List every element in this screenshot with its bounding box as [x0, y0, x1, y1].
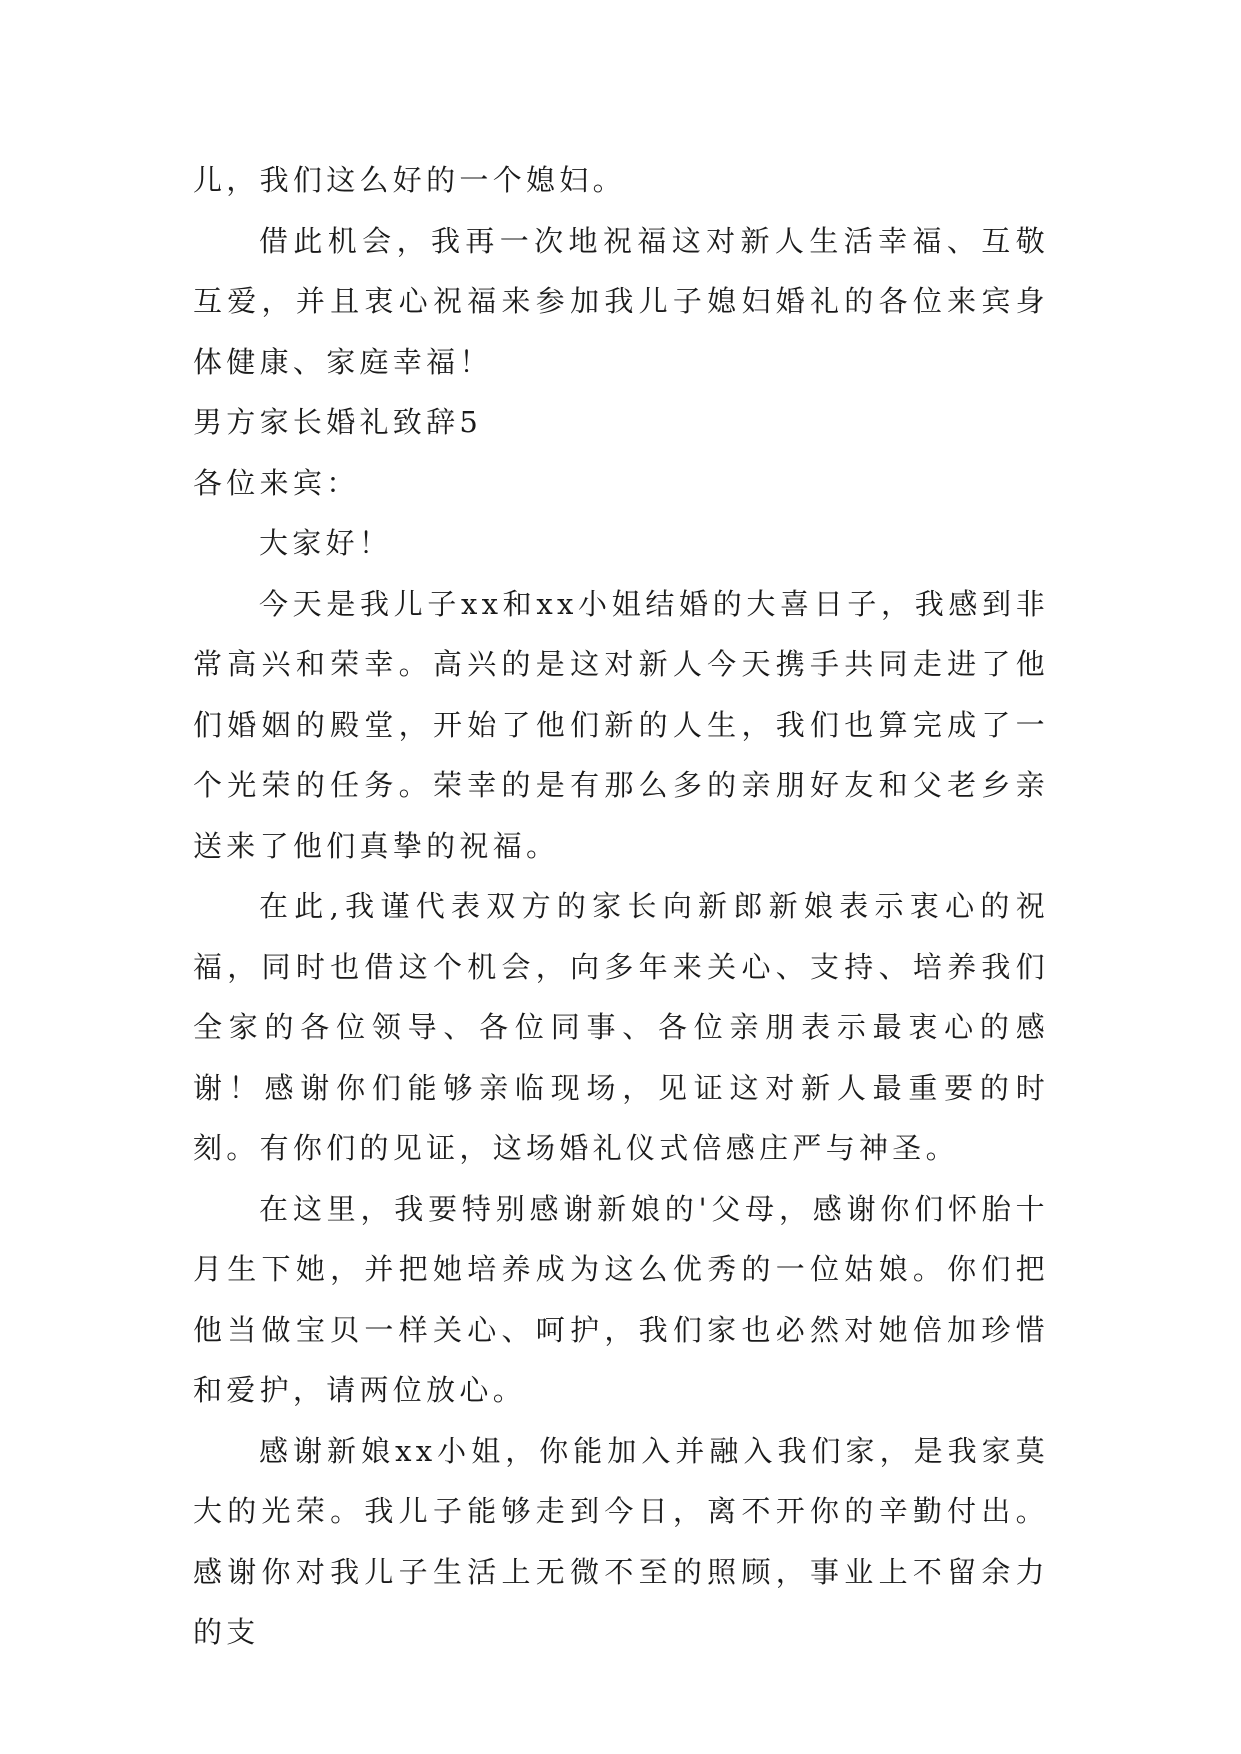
document-page: [193, 150, 1049, 1663]
paragraph-thanks-guests: 在此,我谨代表双方的家长向新郎新娘表示衷心的祝福，同时也借这个机会，向多年来关心、支持、培养我们全家的各位领导、各位同事、各位亲朋表示最衷心的感谢！感谢你们能够亲临现场，见证这对新人最重要的时刻。有你们的见证，这场婚礼仪式倍感庄严与神圣。: [193, 889, 1049, 1165]
greeting: 大家好！: [259, 526, 393, 560]
paragraph-opening: 今天是我儿子xx和xx小姐结婚的大喜日子，我感到非常高兴和荣幸。高兴的是这对新人今天携手共同走进了他们婚姻的殿堂，开始了他们新的人生，我们也算完成了一个光荣的任务。荣幸的是有那么多的亲朋好友和父老乡亲送来了他们真挚的祝福。: [193, 586, 1049, 863]
paragraph-blessing: 借此机会，我再一次地祝福这对新人生活幸福、互敬互爱，并且衷心祝福来参加我儿子媳妇婚礼的各位来宾身体健康、家庭幸福！: [193, 223, 1049, 379]
paragraph-thanks-bride-parents: 在这里，我要特别感谢新娘的'父母，感谢你们怀胎十月生下她，并把她培养成为这么优秀的一位姑娘。你们把他当做宝贝一样关心、呵护，我们家也必然对她倍加珍惜和爱护，请两位放心。: [193, 1191, 1049, 1407]
paragraph-continuation: 儿，我们这么好的一个媳妇。: [193, 163, 626, 197]
paragraph-thanks-bride: 感谢新娘xx小姐，你能加入并融入我们家，是我家莫大的光荣。我儿子能够走到今日，离不开你的辛勤付出。感谢你对我儿子生活上无微不至的照顾，事业上不留余力的支: [193, 1433, 1049, 1649]
salutation: 各位来宾：: [193, 465, 360, 500]
section-title: 男方家长婚礼致辞5: [193, 405, 483, 439]
